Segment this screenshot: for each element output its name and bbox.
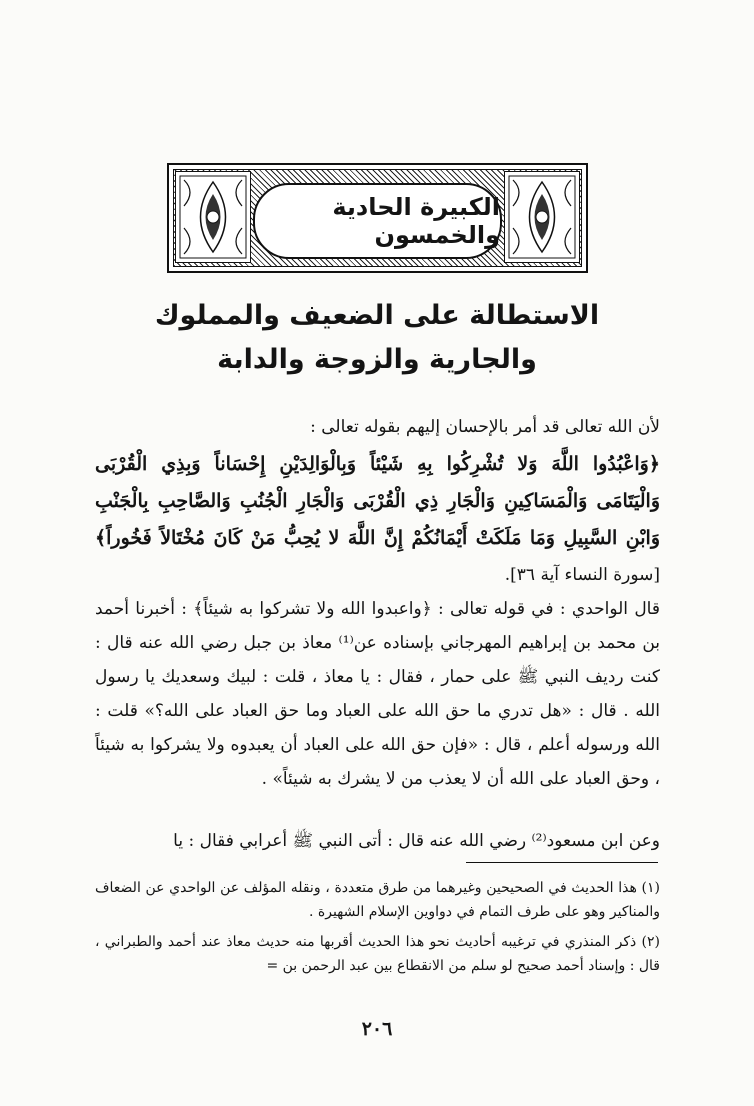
paragraph-2: وعن ابن مسعود⁽²⁾ رضي الله عنه قال : أتى النبي ﷺ أعرابي فقال : يا xyxy=(173,831,660,851)
title-cartouche xyxy=(253,183,502,259)
chapter-header-frame xyxy=(167,163,588,273)
quran-text: ﴿وَاعْبُدُوا اللَّهَ وَلا تُشْرِكُوا بِهِ شَيْئاً وَبِالْوَالِدَيْنِ إِحْسَاناً وَبِذِي الْقُرْبَى وَالْيَتَامَى وَالْمَسَاكِينِ وَالْجَارِ ذِي الْقُرْبَى وَالْجَارِ الْجُنُبِ وَالصَّاحِبِ بِالْجَنْبِ وَابْنِ السَّبِيلِ وَمَا مَلَكَتْ أَيْمَانُكُمْ إِنَّ اللَّهَ لا يُحِبُّ مَنْ كَانَ مُخْتَالاً فَخُوراً﴾ xyxy=(95,453,660,549)
quran-verse xyxy=(95,446,660,593)
section-heading-line-1: الاستطالة على الضعيف والمملوك xyxy=(154,300,600,331)
footnote-divider xyxy=(466,862,658,863)
chapter-title: الكبيرة الحادية والخمسون xyxy=(332,193,500,249)
quran-reference: [سورة النساء آية ٣٦]. xyxy=(504,565,660,585)
section-heading-line-2: والجارية والزوجة والدابة xyxy=(217,344,537,375)
arabesque-ornament-icon xyxy=(504,171,580,263)
footnote-2: (٢) ذكر المنذري في ترغيبه أحاديث نحو هذا الحديث أقربها منه حديث معاذ عند أحمد والطبراني ، قال : وإسناد أحمد صحيح لو سلم من الانقطاع بين عبد الرحمن بن = xyxy=(95,934,660,974)
intro-text: لأن الله تعالى قد أمر بالإحسان إليهم بقوله تعالى : xyxy=(310,417,660,437)
paragraph-1: قال الواحدي : في قوله تعالى : ﴿واعبدوا الله ولا تشركوا به شيئاً﴾ : أخبرنا أحمد بن محمد بن إبراهيم المهرجاني بإسناده عن⁽¹⁾ معاذ بن جبل رضي الله عنه قال : كنت رديف النبي ﷺ على حمار ، فقال : يا معاذ ، قلت : لبيك وسعديك يا رسول الله . قال : «هل تدري ما حق الله على العباد وما حق العباد على الله؟» قلت : الله ورسوله أعلم ، قال : «فإن حق الله على العباد أن يعبدوه ولا يشركوا به شيئاً ، وحق العباد على الله أن لا يعذب من لا يشرك به شيئاً» . xyxy=(95,599,660,789)
page-number: ٢٠٦ xyxy=(361,1018,393,1040)
arabesque-ornament-icon xyxy=(175,171,251,263)
footnote-1: (١) هذا الحديث في الصحيحين وغيرهما من طرق متعددة ، ونقله المؤلف عن الواحدي عن الضعاف والمناكير وهو على طرف التمام في دواوين الإسلام الشهيرة . xyxy=(95,880,660,920)
